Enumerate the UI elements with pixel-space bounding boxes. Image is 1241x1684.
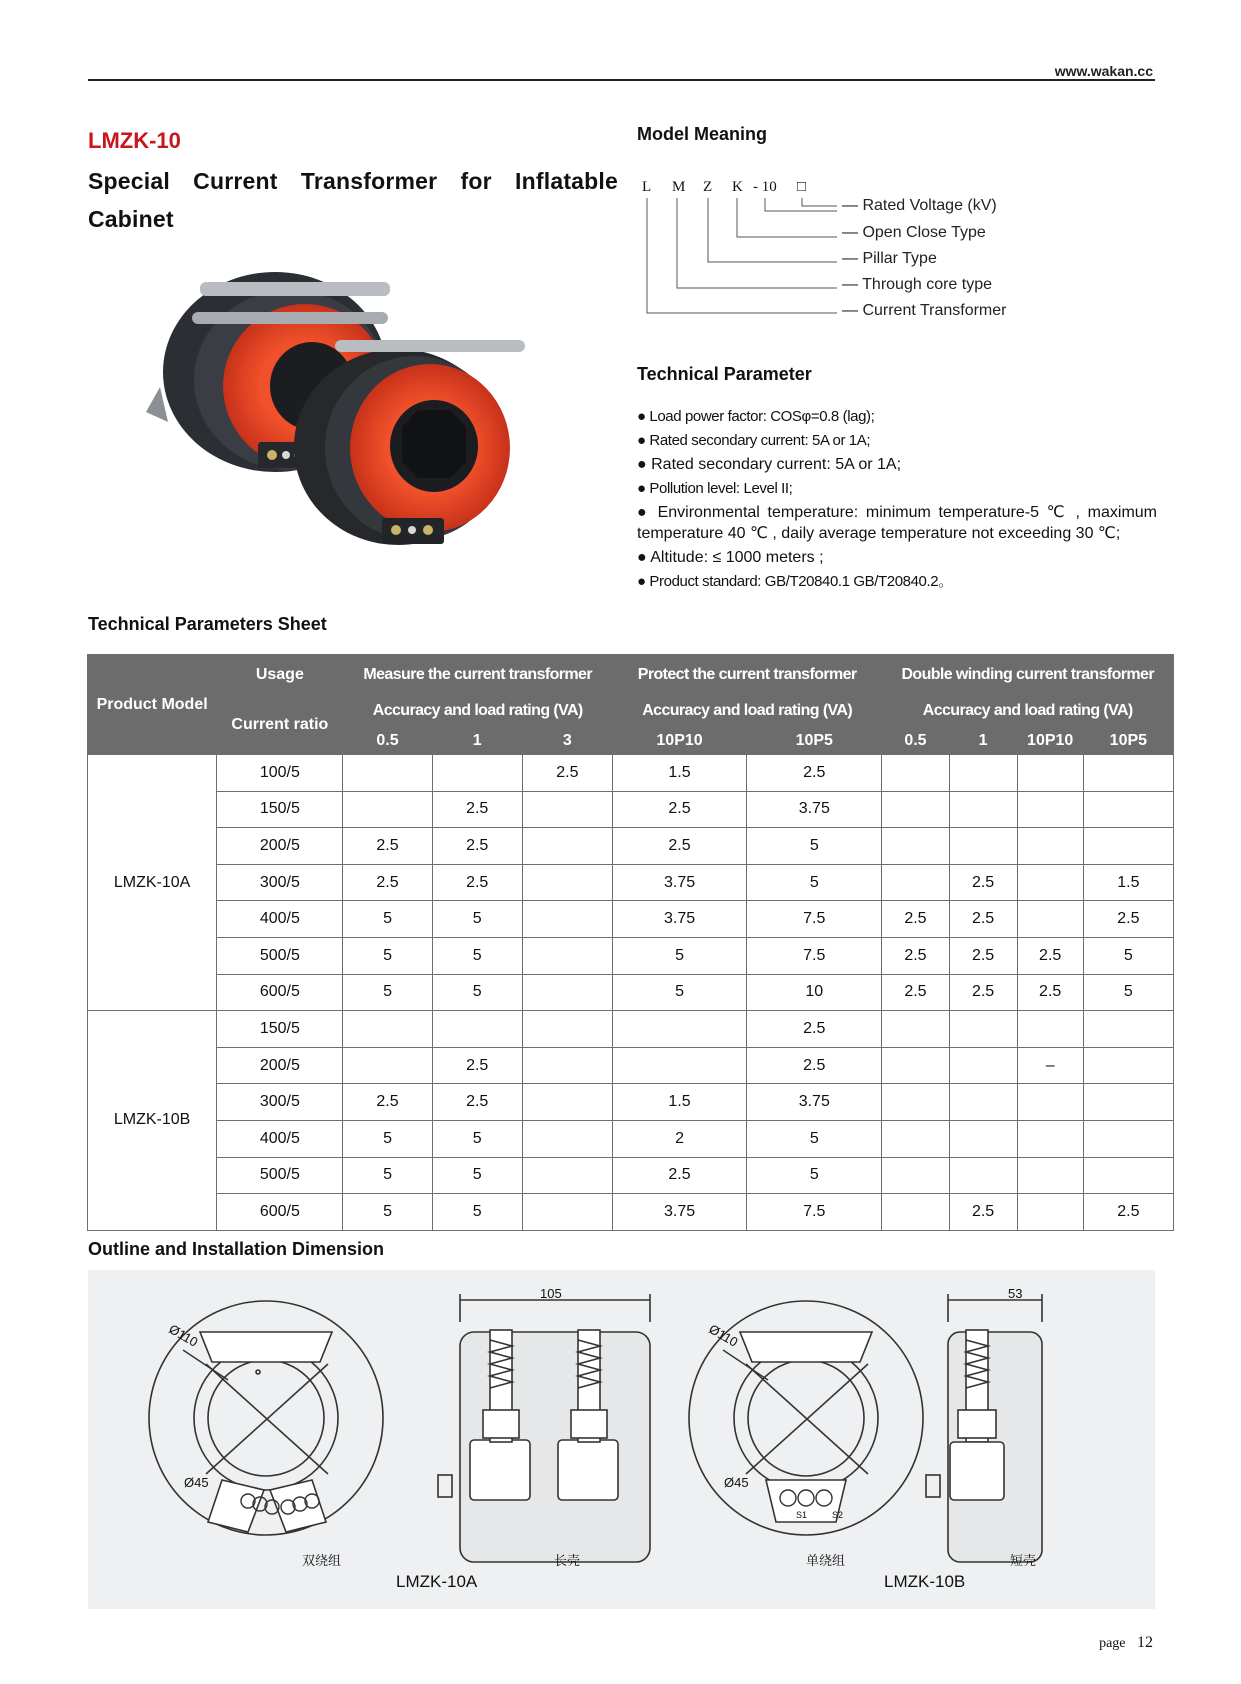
rating-cell — [1017, 791, 1083, 828]
current-ratio-cell: 300/5 — [217, 864, 343, 901]
rating-cell — [1083, 828, 1173, 865]
parameters-table-body — [88, 755, 1174, 1231]
rating-cell — [949, 1120, 1017, 1157]
header-rule — [88, 79, 1155, 81]
bullet-temperature: ● Environmental temperature: minimum temperature-5 ℃ , maximum temperature 40 ℃ , daily average temperature not exceeding 30 ℃; — [637, 504, 1157, 542]
rating-cell: 2.5 — [949, 937, 1017, 974]
rating-cell: 5 — [747, 828, 882, 865]
parameters-sheet-heading: Technical Parameters Sheet — [88, 614, 327, 634]
rating-cell — [522, 1047, 612, 1084]
rating-cell — [1017, 864, 1083, 901]
class-0-5-measure: 0.5 — [343, 727, 432, 755]
meaning-pillar-type: — Pillar Type — [842, 250, 937, 267]
outline-drawing-lines — [88, 1270, 1155, 1609]
rating-cell — [522, 901, 612, 938]
rating-cell: 2.5 — [1083, 1194, 1173, 1231]
caption-single-winding: 单绕组 — [806, 1553, 846, 1568]
bullet-secondary-current-2: ● Rated secondary current: 5A or 1A; — [637, 456, 902, 473]
code-letter-l: L — [642, 179, 652, 195]
code-connector-lines — [637, 176, 847, 336]
rating-cell: 2.5 — [1017, 937, 1083, 974]
rating-cell: 3.75 — [612, 864, 746, 901]
rating-cell — [882, 1047, 949, 1084]
rating-cell: 5 — [612, 974, 746, 1011]
table-row — [88, 1047, 1174, 1084]
table-row — [88, 1157, 1174, 1194]
rating-cell — [949, 755, 1017, 792]
rating-cell: 2.5 — [432, 1047, 522, 1084]
header-accuracy-protect: Accuracy and load rating (VA) — [612, 695, 881, 727]
class-10p10-double: 10P10 — [1017, 727, 1083, 755]
page-number: 12 — [1137, 1634, 1153, 1651]
current-ratio-cell: 100/5 — [217, 755, 343, 792]
rating-cell — [949, 1157, 1017, 1194]
current-ratio-cell: 200/5 — [217, 828, 343, 865]
rating-cell: 2 — [612, 1120, 746, 1157]
rating-cell — [1017, 1157, 1083, 1194]
rating-cell: 5 — [343, 1194, 432, 1231]
rating-cell — [522, 1011, 612, 1048]
rating-cell: 5 — [432, 1120, 522, 1157]
rating-cell: 2.5 — [747, 755, 882, 792]
page-footer — [1099, 1634, 1153, 1652]
rating-cell: 2.5 — [343, 1084, 432, 1121]
header-accuracy-measure: Accuracy and load rating (VA) — [343, 695, 612, 727]
rating-cell — [882, 1194, 949, 1231]
technical-parameter-list — [637, 406, 1157, 595]
page-label: page — [1099, 1636, 1126, 1651]
model-meaning-heading: Model Meaning — [637, 124, 767, 144]
rating-cell — [949, 828, 1017, 865]
code-letter-z: Z — [703, 179, 713, 195]
caption-double-winding: 双绕组 — [302, 1553, 342, 1568]
table-row — [88, 791, 1174, 828]
rating-cell — [949, 791, 1017, 828]
header-accuracy-double: Accuracy and load rating (VA) — [882, 695, 1174, 727]
rating-cell: 5 — [612, 937, 746, 974]
rating-cell — [1083, 1047, 1173, 1084]
rating-cell — [1083, 1157, 1173, 1194]
header-protect-group: Protect the current transformer — [612, 655, 881, 695]
rating-cell: 3.75 — [612, 1194, 746, 1231]
model-meaning-diagram — [637, 176, 1037, 336]
rating-cell: 1.5 — [1083, 864, 1173, 901]
rating-cell — [522, 864, 612, 901]
bullet-secondary-current: ● Rated secondary current: 5A or 1A; — [637, 432, 871, 449]
code-voltage: - 10 — [753, 179, 777, 195]
table-row — [88, 1194, 1174, 1231]
rating-cell: 7.5 — [747, 937, 882, 974]
current-ratio-cell: 150/5 — [217, 791, 343, 828]
dim-dia-inner-b: Ø45 — [724, 1475, 749, 1490]
rating-cell: 2.5 — [343, 828, 432, 865]
rating-cell — [522, 791, 612, 828]
dim-dia-inner-a: Ø45 — [184, 1475, 209, 1490]
table-row — [88, 828, 1174, 865]
dim-width-a: 105 — [540, 1286, 562, 1301]
rating-cell — [522, 937, 612, 974]
rating-cell — [1017, 1120, 1083, 1157]
meaning-rated-voltage: — Rated Voltage (kV) — [842, 197, 997, 214]
rating-cell: 5 — [343, 937, 432, 974]
class-10p5-double: 10P5 — [1083, 727, 1173, 755]
meaning-through-core: — Through core type — [842, 276, 993, 293]
rating-cell — [1017, 828, 1083, 865]
rating-cell: 5 — [1083, 937, 1173, 974]
header-usage: Usage — [217, 655, 343, 695]
meaning-current-transformer: — Current Transformer — [842, 302, 1007, 319]
header-measure-group: Measure the current transformer — [343, 655, 612, 695]
header-current-ratio: Current ratio — [217, 695, 343, 755]
current-ratio-cell: 150/5 — [217, 1011, 343, 1048]
rating-cell: 2.5 — [1017, 974, 1083, 1011]
class-10p10-protect: 10P10 — [612, 727, 746, 755]
rating-cell: 10 — [747, 974, 882, 1011]
bullet-altitude: ● Altitude: ≤ 1000 meters ; — [637, 549, 824, 566]
rating-cell: 2.5 — [949, 1194, 1017, 1231]
rating-cell: 5 — [747, 864, 882, 901]
caption-long-shell: 长壳 — [554, 1553, 581, 1568]
rating-cell: 2.5 — [1083, 901, 1173, 938]
current-ratio-cell: 300/5 — [217, 1084, 343, 1121]
rating-cell: – — [1017, 1047, 1083, 1084]
header-double-winding-group: Double winding current transformer — [882, 655, 1174, 695]
current-ratio-cell: 500/5 — [217, 937, 343, 974]
rating-cell — [1017, 901, 1083, 938]
rating-cell: 3.75 — [747, 791, 882, 828]
code-letter-m: M — [672, 179, 686, 195]
caption-model-a: LMZK-10A — [396, 1572, 478, 1591]
rating-cell — [949, 1084, 1017, 1121]
table-row — [88, 755, 1174, 792]
rating-cell — [882, 1157, 949, 1194]
rating-cell: 2.5 — [882, 937, 949, 974]
rating-cell — [522, 1120, 612, 1157]
bullet-pollution-level: ● Pollution level: Level II; — [637, 480, 793, 497]
rating-cell: 5 — [747, 1120, 882, 1157]
rating-cell — [882, 791, 949, 828]
rating-cell: 2.5 — [612, 791, 746, 828]
rating-cell: 2.5 — [949, 901, 1017, 938]
rating-cell — [882, 828, 949, 865]
rating-cell — [343, 1047, 432, 1084]
class-1-double: 1 — [949, 727, 1017, 755]
class-0-5-double: 0.5 — [882, 727, 949, 755]
rating-cell: 3.75 — [612, 901, 746, 938]
product-model-code: LMZK-10 — [88, 128, 181, 153]
rating-cell: 2.5 — [612, 1157, 746, 1194]
rating-cell — [882, 1120, 949, 1157]
rating-cell — [432, 1011, 522, 1048]
rating-cell — [522, 828, 612, 865]
rating-cell: 2.5 — [612, 828, 746, 865]
current-ratio-cell: 600/5 — [217, 1194, 343, 1231]
caption-model-b: LMZK-10B — [884, 1572, 966, 1591]
rating-cell: 2.5 — [949, 864, 1017, 901]
terminal-s2-label: S2 — [832, 1510, 844, 1520]
current-ratio-cell: 500/5 — [217, 1157, 343, 1194]
class-3-measure: 3 — [522, 727, 612, 755]
rating-cell: 7.5 — [747, 901, 882, 938]
dim-dia-outer-a: Ø110 — [166, 1321, 201, 1350]
class-1-measure: 1 — [432, 727, 522, 755]
dim-dia-outer-b: Ø110 — [706, 1321, 741, 1350]
product-title: Special Current Transformer for Inflatable Cabinet — [88, 168, 618, 232]
product-model-cell: LMZK-10A — [88, 755, 217, 1011]
rating-cell: 5 — [747, 1157, 882, 1194]
rating-cell: 2.5 — [343, 864, 432, 901]
rating-cell — [882, 864, 949, 901]
rating-cell — [1083, 791, 1173, 828]
table-row — [88, 937, 1174, 974]
rating-cell — [343, 755, 432, 792]
rating-cell: 5 — [343, 1157, 432, 1194]
dim-width-b: 53 — [1008, 1286, 1023, 1301]
rating-cell: 2.5 — [949, 974, 1017, 1011]
rating-cell — [522, 1194, 612, 1231]
rating-cell — [612, 1011, 746, 1048]
product-model-cell: LMZK-10B — [88, 1011, 217, 1231]
rating-cell — [882, 1011, 949, 1048]
table-row — [88, 864, 1174, 901]
table-row — [88, 1120, 1174, 1157]
outline-drawing — [88, 1270, 1155, 1609]
technical-parameter-heading: Technical Parameter — [637, 364, 812, 384]
rating-cell — [1083, 755, 1173, 792]
rating-cell: 5 — [432, 901, 522, 938]
rating-cell — [1017, 755, 1083, 792]
rating-cell: 2.5 — [882, 901, 949, 938]
bullet-product-standard: ● Product standard: GB/T20840.1 GB/T20840.2。 — [637, 573, 953, 590]
current-ratio-cell: 400/5 — [217, 1120, 343, 1157]
rating-cell — [522, 1157, 612, 1194]
rating-cell — [949, 1011, 1017, 1048]
table-row — [88, 901, 1174, 938]
rating-cell: 2.5 — [432, 1084, 522, 1121]
code-box: □ — [797, 178, 807, 195]
rating-cell: 2.5 — [522, 755, 612, 792]
rating-cell — [949, 1047, 1017, 1084]
rating-cell — [1017, 1084, 1083, 1121]
rating-cell: 2.5 — [432, 828, 522, 865]
current-ratio-cell: 400/5 — [217, 901, 343, 938]
rating-cell — [1083, 1084, 1173, 1121]
rating-cell — [343, 791, 432, 828]
parameters-table — [87, 654, 1174, 1231]
class-10p5-protect: 10P5 — [747, 727, 882, 755]
rating-cell — [432, 755, 522, 792]
rating-cell — [612, 1047, 746, 1084]
rating-cell: 2.5 — [432, 791, 522, 828]
rating-cell — [882, 755, 949, 792]
rating-cell — [522, 974, 612, 1011]
rating-cell: 2.5 — [747, 1011, 882, 1048]
rating-cell: 2.5 — [882, 974, 949, 1011]
table-row — [88, 1084, 1174, 1121]
rating-cell — [1017, 1194, 1083, 1231]
rating-cell: 2.5 — [747, 1047, 882, 1084]
product-photo — [140, 262, 560, 562]
current-ratio-cell: 200/5 — [217, 1047, 343, 1084]
rating-cell: 5 — [343, 1120, 432, 1157]
rating-cell: 1.5 — [612, 1084, 746, 1121]
rating-cell: 3.75 — [747, 1084, 882, 1121]
rating-cell — [522, 1084, 612, 1121]
meaning-open-close: — Open Close Type — [842, 224, 986, 241]
header-product-model: Product Model — [88, 655, 217, 755]
rating-cell: 5 — [432, 974, 522, 1011]
rating-cell — [343, 1011, 432, 1048]
bullet-power-factor: ● Load power factor: COSφ=0.8 (lag); — [637, 408, 875, 425]
website-url: www.wakan.cc — [1054, 63, 1153, 79]
code-letter-k: K — [732, 179, 743, 195]
rating-cell — [1017, 1011, 1083, 1048]
table-row — [88, 974, 1174, 1011]
rating-cell: 7.5 — [747, 1194, 882, 1231]
rating-cell: 5 — [432, 1157, 522, 1194]
rating-cell — [1083, 1120, 1173, 1157]
rating-cell: 5 — [1083, 974, 1173, 1011]
rating-cell: 5 — [432, 1194, 522, 1231]
terminal-s1-label: S1 — [796, 1510, 808, 1520]
rating-cell: 1.5 — [612, 755, 746, 792]
rating-cell: 2.5 — [432, 864, 522, 901]
rating-cell: 5 — [432, 937, 522, 974]
rating-cell: 5 — [343, 974, 432, 1011]
current-ratio-cell: 600/5 — [217, 974, 343, 1011]
caption-short-shell: 短壳 — [1010, 1553, 1037, 1568]
rating-cell: 5 — [343, 901, 432, 938]
table-row — [88, 1011, 1174, 1048]
outline-heading: Outline and Installation Dimension — [88, 1239, 385, 1259]
rating-cell — [1083, 1011, 1173, 1048]
rating-cell — [882, 1084, 949, 1121]
